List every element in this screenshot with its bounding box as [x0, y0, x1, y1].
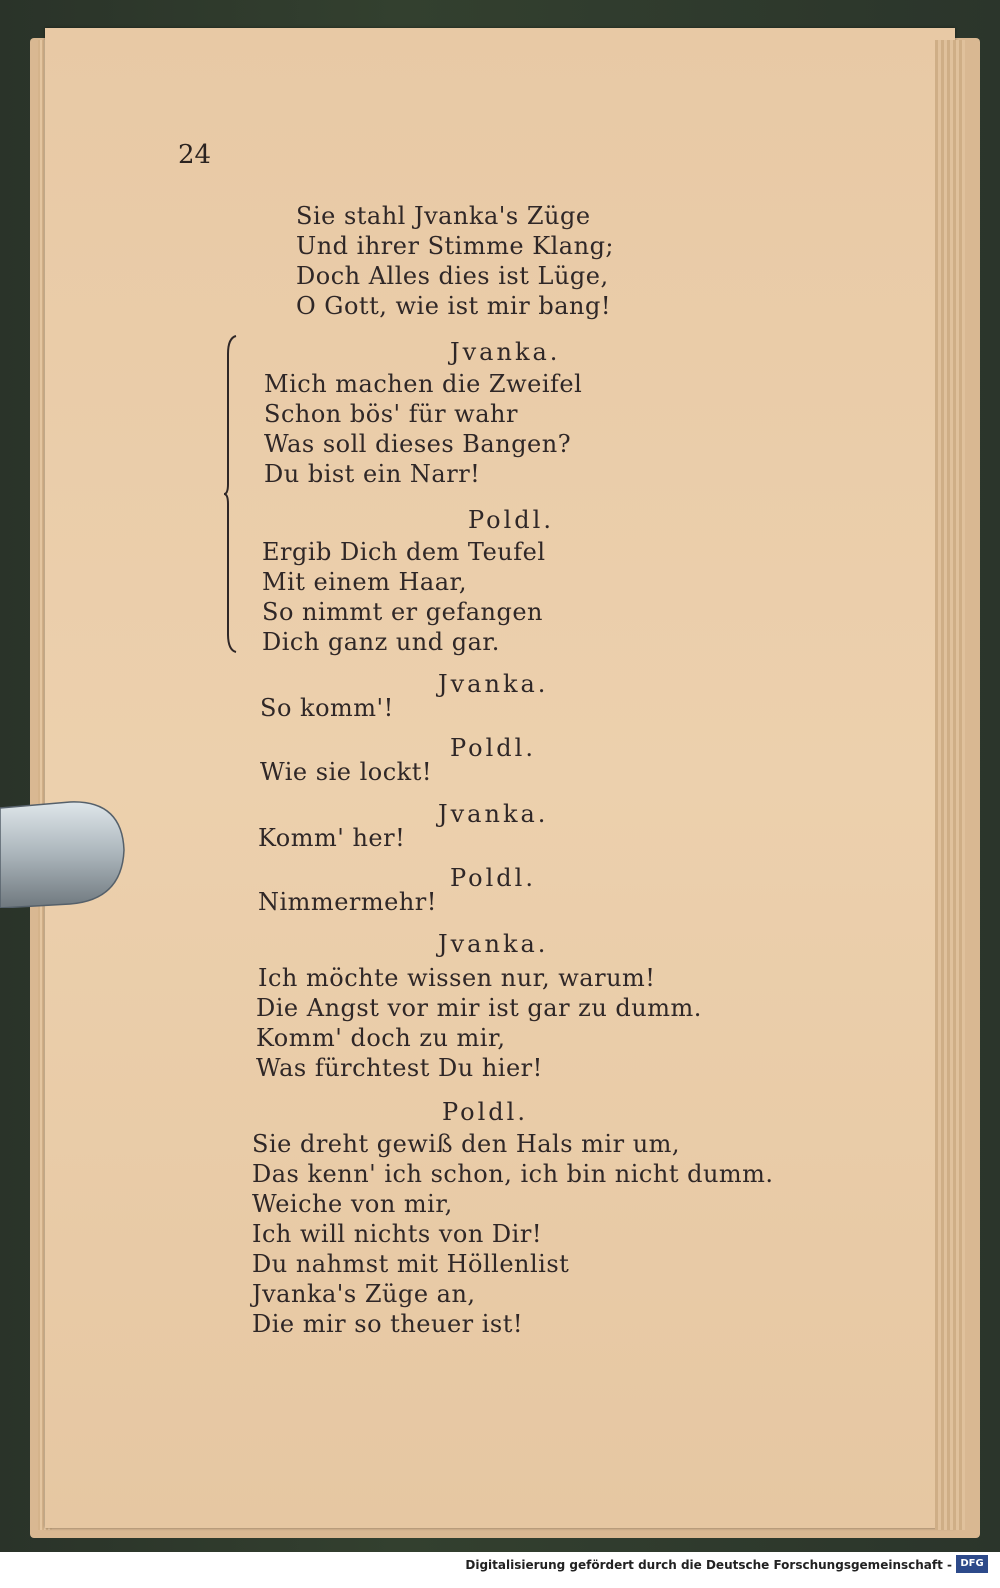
speaker-name: Poldl.: [468, 506, 554, 534]
verse-line: Dich ganz und gar.: [262, 628, 500, 656]
verse-line: Mit einem Haar,: [262, 568, 467, 596]
speaker-name: Jvanka.: [438, 670, 549, 698]
speaker-name: Jvanka.: [438, 930, 549, 958]
verse-line: Schon bös' für wahr: [264, 400, 518, 428]
verse-line: Weiche von mir,: [252, 1190, 453, 1218]
verse-line: Sie stahl Jvanka's Züge: [296, 202, 591, 230]
verse-line: Was fürchtest Du hier!: [256, 1054, 543, 1082]
verse-line: Die mir so theuer ist!: [252, 1310, 524, 1338]
verse-line: Sie dreht gewiß den Hals mir um,: [252, 1130, 681, 1158]
page-stack-right-edge: [935, 40, 965, 1530]
verse-line: Wie sie lockt!: [260, 758, 432, 786]
verse-line: Die Angst vor mir ist gar zu dumm.: [256, 994, 702, 1022]
duet-brace: [224, 334, 238, 654]
verse-line: Mich machen die Zweifel: [264, 370, 583, 398]
verse-line: So nimmt er gefangen: [262, 598, 543, 626]
funding-notice: Digitalisierung gefördert durch die Deutsche Forschungsgemeinschaft -: [465, 1558, 952, 1572]
scanner-clip: [0, 800, 125, 908]
verse-line: Jvanka's Züge an,: [252, 1280, 476, 1308]
speaker-name: Jvanka.: [450, 338, 561, 366]
verse-line: Was soll dieses Bangen?: [264, 430, 572, 458]
speaker-name: Jvanka.: [438, 800, 549, 828]
verse-line: Das kenn' ich schon, ich bin nicht dumm.: [252, 1160, 774, 1188]
verse-line: O Gott, wie ist mir bang!: [296, 292, 611, 320]
verse-line: Ich will nichts von Dir!: [252, 1220, 542, 1248]
verse-line: Ergib Dich dem Teufel: [262, 538, 546, 566]
verse-line: Doch Alles dies ist Lüge,: [296, 262, 609, 290]
dfg-logo: DFG: [956, 1555, 988, 1573]
page-number: 24: [178, 140, 212, 170]
verse-line: Komm' her!: [258, 824, 406, 852]
verse-line: Du bist ein Narr!: [264, 460, 481, 488]
verse-line: Ich möchte wissen nur, warum!: [258, 964, 656, 992]
verse-line: Nimmermehr!: [258, 888, 437, 916]
verse-line: So komm'!: [260, 694, 394, 722]
speaker-name: Poldl.: [450, 864, 536, 892]
verse-line: Du nahmst mit Höllenlist: [252, 1250, 570, 1278]
verse-line: Und ihrer Stimme Klang;: [296, 232, 615, 260]
verse-line: Komm' doch zu mir,: [256, 1024, 506, 1052]
speaker-name: Poldl.: [450, 734, 536, 762]
speaker-name: Poldl.: [442, 1098, 528, 1126]
